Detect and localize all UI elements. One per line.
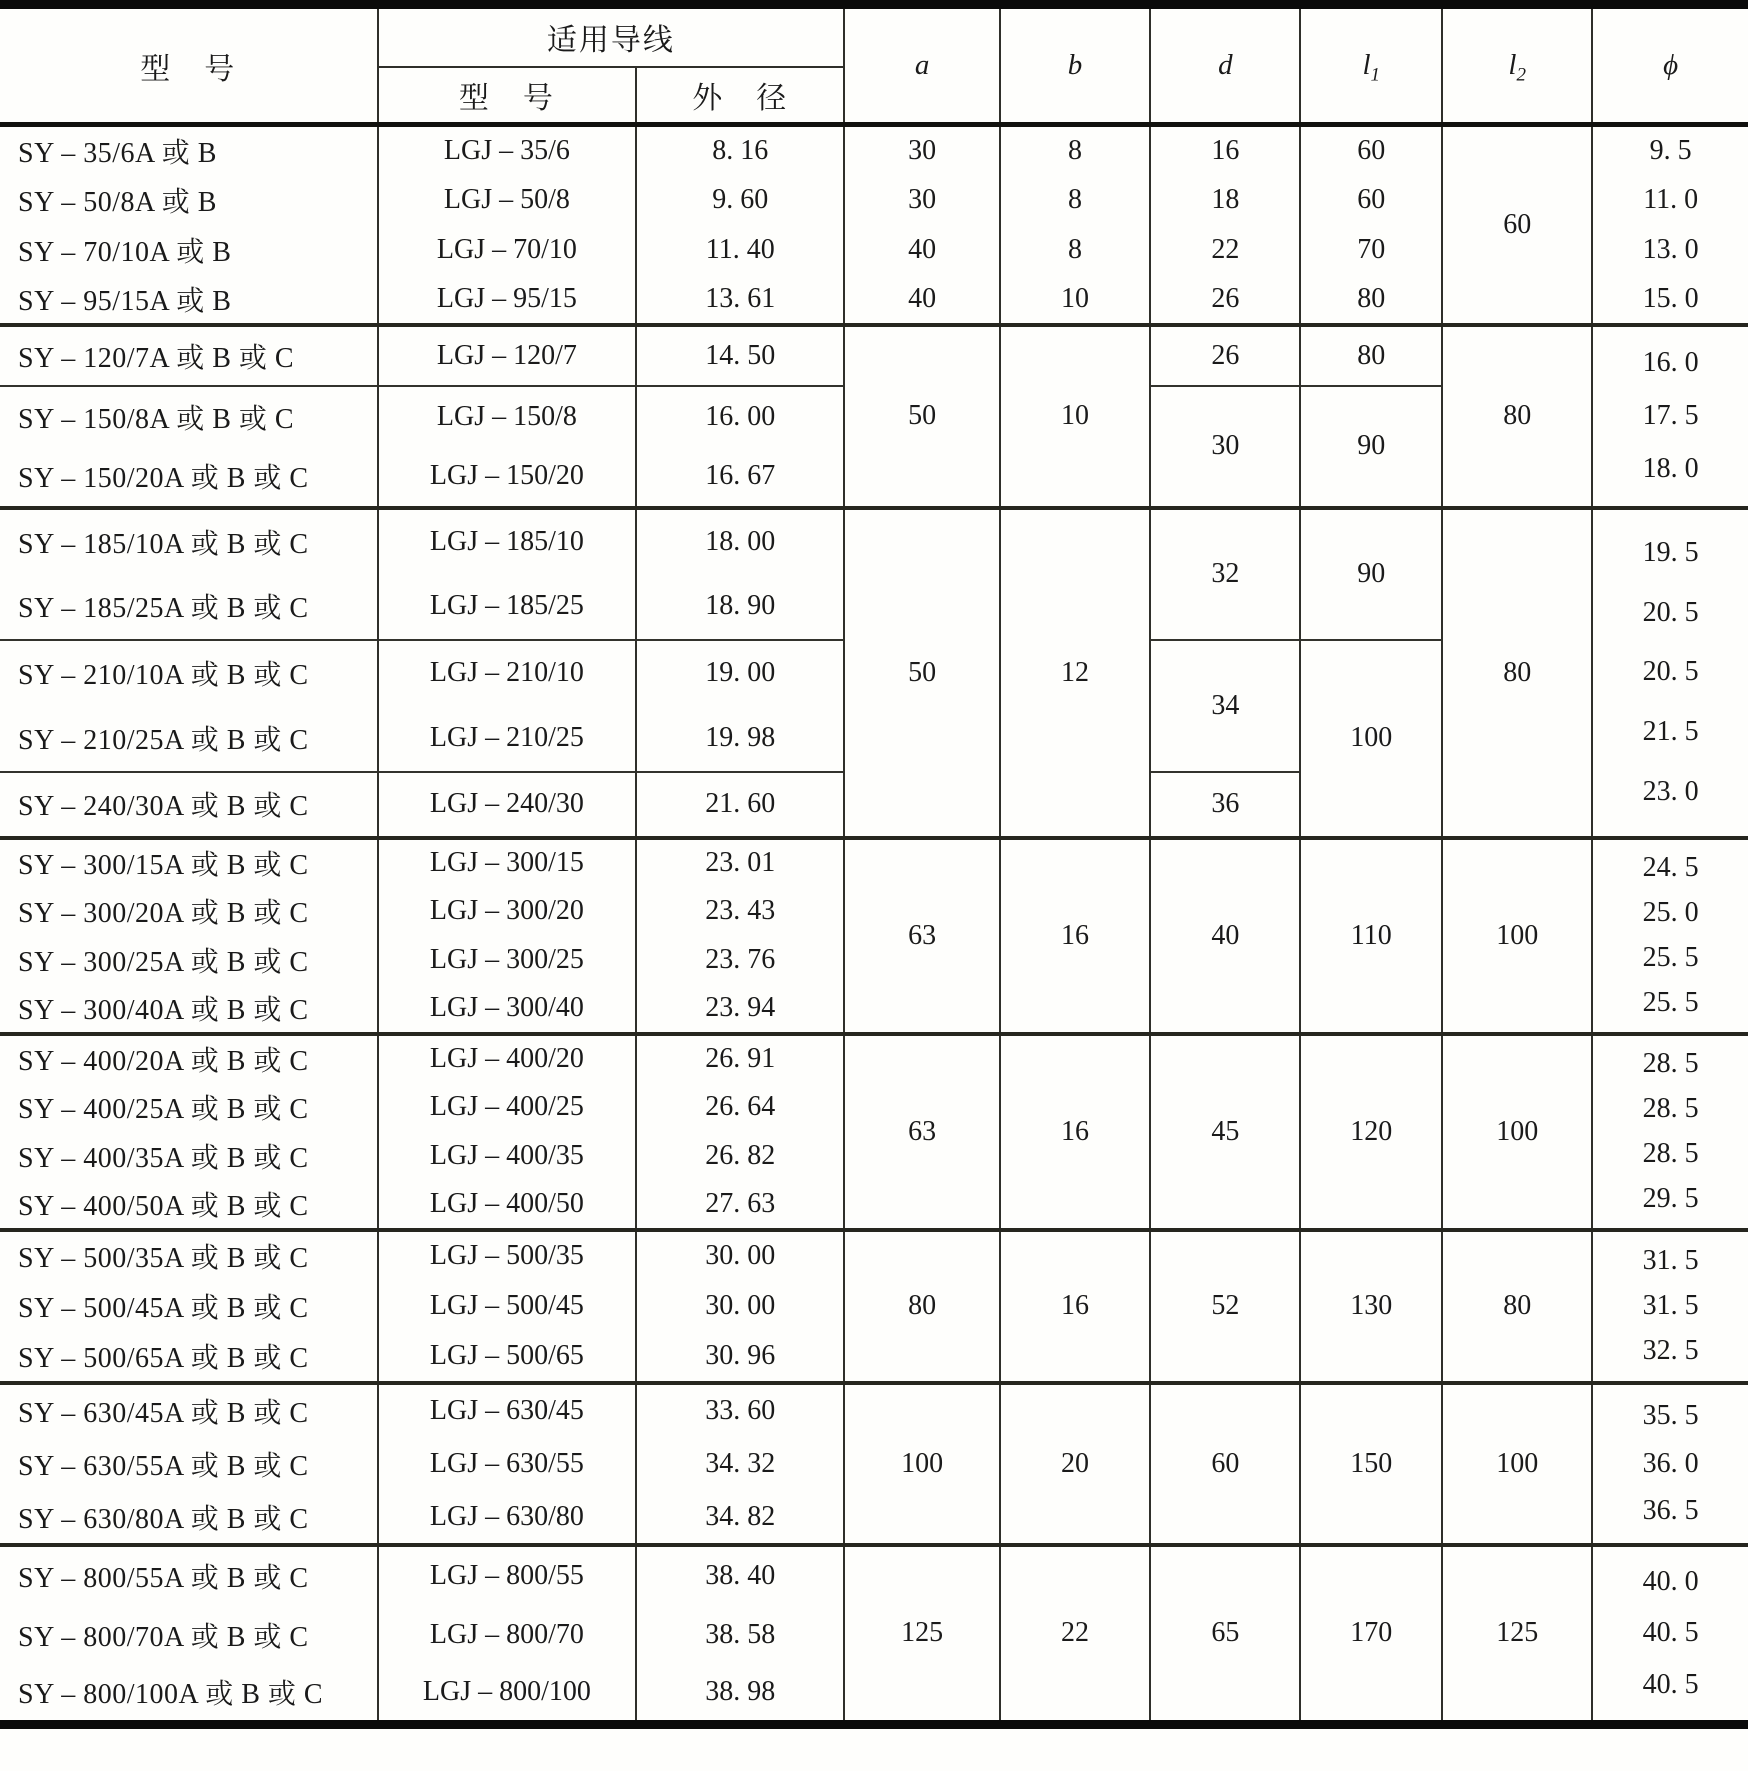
phi-cell	[1592, 1230, 1748, 1383]
conductor-model-cell: LGJ – 800/70	[378, 1605, 637, 1665]
conductor-model-cell: LGJ – 210/25	[378, 706, 637, 772]
header-model: 型 号	[0, 5, 378, 125]
phi-value: 23. 0	[1642, 775, 1699, 807]
l1-cell: 80	[1300, 275, 1442, 325]
model-cell: SY – 300/15A 或 B 或 C	[0, 838, 378, 887]
model-cell: SY – 500/65A 或 B 或 C	[18, 1343, 309, 1374]
phi-values	[1593, 510, 1748, 836]
l1-cell: 110	[1300, 838, 1442, 1034]
d-cell: 26	[1150, 275, 1300, 325]
conductor-model-cell: LGJ – 400/50	[378, 1181, 637, 1230]
table-header-row	[0, 5, 1748, 67]
phi-values	[1593, 840, 1748, 1032]
l1-cell: 60	[1300, 175, 1442, 225]
l2-cell: 80	[1442, 1230, 1592, 1383]
header-sub-model: 型 号	[378, 67, 637, 125]
l2-cell: 100	[1442, 1383, 1592, 1545]
conductor-model-cell: LGJ – 150/20	[378, 447, 637, 508]
conductor-model-cell: LGJ – 70/10	[378, 225, 637, 275]
phi-value: 40. 0	[1642, 1565, 1699, 1597]
phi-cell	[1592, 508, 1748, 838]
model-cell: SY – 95/15A 或 B	[18, 285, 232, 317]
od-cell: 18. 90	[636, 574, 844, 640]
model-cell: SY – 630/55A 或 B 或 C	[18, 1450, 309, 1482]
a-cell: 50	[844, 508, 1000, 838]
conductor-model-cell: LGJ – 300/40	[378, 985, 637, 1034]
phi-value: 31. 5	[1642, 1290, 1699, 1321]
b-cell: 16	[1000, 1230, 1150, 1383]
phi-value: 28. 5	[1642, 1137, 1699, 1169]
d-cell: 16	[1150, 125, 1300, 175]
conductor-model-cell: LGJ – 800/100	[378, 1665, 637, 1725]
a-cell: 125	[844, 1545, 1000, 1725]
conductor-model-cell: LGJ – 630/55	[378, 1437, 637, 1491]
conductor-model-cell: LGJ – 185/25	[378, 574, 637, 640]
phi-values	[1593, 1036, 1748, 1228]
phi-cell	[1592, 838, 1748, 1034]
phi-value: 16. 0	[1642, 347, 1699, 379]
d-cell: 60	[1150, 1383, 1300, 1545]
l1-cell: 120	[1300, 1034, 1442, 1230]
conductor-model-cell: LGJ – 300/15	[378, 838, 637, 887]
conductor-model-cell: LGJ – 300/20	[378, 887, 637, 936]
phi-value: 28. 5	[1642, 1093, 1699, 1125]
l2-cell: 60	[1442, 125, 1592, 325]
d-cell: 40	[1150, 838, 1300, 1034]
conductor-model-cell: LGJ – 185/10	[378, 508, 637, 574]
d-cell: 36	[1150, 772, 1300, 838]
l1-cell: 170	[1300, 1545, 1442, 1725]
l1-cell: 150	[1300, 1383, 1442, 1545]
model-cell: SY – 300/25A 或 B 或 C	[18, 947, 309, 978]
od-cell: 14. 50	[636, 325, 844, 386]
phi-value: 17. 5	[1642, 400, 1699, 431]
header-a-label: a	[914, 49, 930, 81]
od-cell: 23. 01	[636, 838, 844, 887]
conductor-model-cell: LGJ – 50/8	[378, 175, 637, 225]
a-cell: 40	[844, 225, 1000, 275]
model-cell: SY – 400/50A 或 B 或 C	[18, 1191, 309, 1222]
d-cell: 30	[1150, 386, 1300, 508]
header-phi-label: ϕ	[1663, 49, 1679, 81]
od-cell: 34. 32	[636, 1437, 844, 1491]
l1-cell: 80	[1300, 325, 1442, 386]
od-cell: 38. 58	[636, 1605, 844, 1665]
model-cell: SY – 150/8A 或 B 或 C	[0, 386, 378, 447]
header-l1	[1300, 5, 1442, 125]
table-row	[0, 125, 1748, 175]
od-cell: 38. 40	[636, 1545, 844, 1605]
table-row	[0, 508, 1748, 574]
model-cell: SY – 240/30A 或 B 或 C	[0, 772, 378, 838]
od-cell: 38. 98	[636, 1665, 844, 1725]
header-b	[1000, 5, 1150, 125]
model-cell: SY – 500/45A 或 B 或 C	[18, 1293, 309, 1324]
b-cell: 8	[1000, 125, 1150, 175]
phi-value: 25. 0	[1642, 897, 1699, 929]
od-cell: 9. 60	[636, 175, 844, 225]
conductor-model-cell: LGJ – 800/55	[378, 1545, 637, 1605]
phi-cell: 9. 5	[1592, 125, 1748, 175]
d-cell: 22	[1150, 225, 1300, 275]
model-cell: SY – 300/40A 或 B 或 C	[18, 995, 309, 1026]
phi-value: 25. 5	[1642, 941, 1699, 973]
l2-cell: 100	[1442, 1034, 1592, 1230]
header-conductor-group: 适用导线	[378, 5, 845, 67]
phi-value: 40. 5	[1642, 1668, 1699, 1700]
od-cell: 19. 00	[636, 640, 844, 706]
a-cell: 40	[844, 275, 1000, 325]
b-cell: 12	[1000, 508, 1150, 838]
model-cell: SY – 70/10A 或 B	[18, 236, 232, 268]
conductor-model-cell: LGJ – 500/35	[378, 1230, 637, 1281]
header-l2-base: l	[1508, 49, 1517, 81]
od-cell: 13. 61	[636, 275, 844, 325]
header-l2-subscript: 2	[1516, 64, 1526, 86]
od-cell: 30. 96	[636, 1332, 844, 1383]
l2-cell: 80	[1442, 325, 1592, 508]
a-cell: 30	[844, 125, 1000, 175]
phi-value: 20. 5	[1642, 596, 1699, 628]
model-cell: SY – 185/10A 或 B 或 C	[0, 508, 378, 574]
a-cell: 100	[844, 1383, 1000, 1545]
conductor-model-cell: LGJ – 400/25	[378, 1083, 637, 1132]
model-cell: SY – 150/20A 或 B 或 C	[18, 463, 309, 494]
b-cell: 8	[1000, 175, 1150, 225]
phi-values	[1593, 1547, 1748, 1721]
header-a	[844, 5, 1000, 125]
od-cell: 34. 82	[636, 1491, 844, 1545]
phi-value: 25. 5	[1642, 986, 1699, 1018]
od-cell: 27. 63	[636, 1181, 844, 1230]
od-cell: 16. 00	[636, 386, 844, 447]
conductor-model-cell: LGJ – 240/30	[378, 772, 637, 838]
l1-cell: 90	[1300, 508, 1442, 640]
header-b-label: b	[1067, 49, 1083, 81]
table-row	[0, 1034, 1748, 1083]
header-l2	[1442, 5, 1592, 125]
conductor-model-cell: LGJ – 500/45	[378, 1281, 637, 1332]
od-cell: 26. 91	[636, 1034, 844, 1083]
phi-value: 40. 5	[1642, 1617, 1699, 1649]
table-row	[0, 838, 1748, 887]
phi-cell	[1592, 1545, 1748, 1725]
header-phi	[1592, 5, 1748, 125]
l1-cell: 90	[1300, 386, 1442, 508]
l2-cell: 125	[1442, 1545, 1592, 1725]
phi-cell: 11. 0	[1592, 175, 1748, 225]
phi-value: 35. 5	[1642, 1400, 1699, 1431]
conductor-model-cell: LGJ – 35/6	[378, 125, 637, 175]
od-cell: 23. 94	[636, 985, 844, 1034]
conductor-model-cell: LGJ – 630/45	[378, 1383, 637, 1437]
od-cell: 21. 60	[636, 772, 844, 838]
od-cell: 11. 40	[636, 225, 844, 275]
phi-value: 32. 5	[1642, 1335, 1699, 1367]
phi-cell: 15. 0	[1592, 275, 1748, 325]
b-cell: 16	[1000, 1034, 1150, 1230]
conductor-model-cell: LGJ – 120/7	[378, 325, 637, 386]
l2-cell: 100	[1442, 838, 1592, 1034]
phi-value: 36. 5	[1642, 1495, 1699, 1526]
header-l1-subscript: 1	[1370, 64, 1381, 86]
a-cell: 80	[844, 1230, 1000, 1383]
conductor-model-cell: LGJ – 210/10	[378, 640, 637, 706]
table-row	[0, 1383, 1748, 1437]
phi-value: 19. 5	[1642, 537, 1699, 569]
d-cell: 32	[1150, 508, 1300, 640]
od-cell: 16. 67	[636, 447, 844, 508]
model-cell: SY – 50/8A 或 B	[18, 186, 217, 218]
d-cell: 26	[1150, 325, 1300, 386]
phi-value: 36. 0	[1642, 1447, 1699, 1479]
model-cell: SY – 630/80A 或 B 或 C	[18, 1503, 309, 1535]
header-sub-od: 外 径	[636, 67, 844, 125]
d-cell: 18	[1150, 175, 1300, 225]
phi-cell	[1592, 325, 1748, 508]
a-cell: 50	[844, 325, 1000, 508]
conductor-model-cell: LGJ – 300/25	[378, 936, 637, 985]
b-cell: 10	[1000, 325, 1150, 508]
od-cell: 23. 76	[636, 936, 844, 985]
phi-cell: 13. 0	[1592, 225, 1748, 275]
model-cell: SY – 210/10A 或 B 或 C	[0, 640, 378, 706]
conductor-model-cell: LGJ – 95/15	[378, 275, 637, 325]
model-cell: SY – 185/25A 或 B 或 C	[18, 593, 309, 624]
od-cell: 30. 00	[636, 1281, 844, 1332]
model-cell: SY – 500/35A 或 B 或 C	[0, 1230, 378, 1281]
conductor-model-cell: LGJ – 150/8	[378, 386, 637, 447]
header-d-label: d	[1218, 49, 1233, 81]
od-cell: 19. 98	[636, 706, 844, 772]
b-cell: 20	[1000, 1383, 1150, 1545]
od-cell: 26. 64	[636, 1083, 844, 1132]
b-cell: 10	[1000, 275, 1150, 325]
model-cell: SY – 400/35A 或 B 或 C	[18, 1143, 309, 1174]
phi-value: 28. 5	[1642, 1048, 1699, 1080]
d-cell: 65	[1150, 1545, 1300, 1725]
conductor-model-cell: LGJ – 400/35	[378, 1132, 637, 1181]
phi-value: 18. 0	[1642, 452, 1699, 484]
table-row	[0, 1545, 1748, 1605]
d-cell: 52	[1150, 1230, 1300, 1383]
model-cell: SY – 120/7A 或 B 或 C	[0, 325, 378, 386]
model-cell: SY – 300/20A 或 B 或 C	[18, 898, 309, 929]
phi-value: 21. 5	[1642, 716, 1699, 748]
l1-cell: 100	[1300, 640, 1442, 838]
d-cell: 34	[1150, 640, 1300, 772]
a-cell: 30	[844, 175, 1000, 225]
od-cell: 33. 60	[636, 1383, 844, 1437]
model-cell: SY – 210/25A 或 B 或 C	[18, 725, 309, 756]
od-cell: 26. 82	[636, 1132, 844, 1181]
d-cell: 45	[1150, 1034, 1300, 1230]
phi-value: 31. 5	[1642, 1244, 1699, 1276]
model-cell: SY – 400/25A 或 B 或 C	[18, 1094, 309, 1125]
a-cell: 63	[844, 1034, 1000, 1230]
l1-cell: 60	[1300, 125, 1442, 175]
l2-cell: 80	[1442, 508, 1592, 838]
phi-values	[1593, 327, 1748, 506]
od-cell: 30. 00	[636, 1230, 844, 1281]
l1-cell: 130	[1300, 1230, 1442, 1383]
b-cell: 16	[1000, 838, 1150, 1034]
b-cell: 22	[1000, 1545, 1150, 1725]
model-cell: SY – 400/20A 或 B 或 C	[0, 1034, 378, 1083]
od-cell: 23. 43	[636, 887, 844, 936]
b-cell: 8	[1000, 225, 1150, 275]
model-cell: SY – 630/45A 或 B 或 C	[0, 1383, 378, 1437]
od-cell: 18. 00	[636, 508, 844, 574]
model-cell: SY – 800/70A 或 B 或 C	[18, 1621, 309, 1653]
l1-cell: 70	[1300, 225, 1442, 275]
phi-values	[1593, 1232, 1748, 1381]
conductor-model-cell: LGJ – 500/65	[378, 1332, 637, 1383]
header-l1-base: l	[1362, 49, 1371, 81]
phi-value: 29. 5	[1642, 1182, 1699, 1214]
table-row	[0, 325, 1748, 386]
phi-values	[1593, 1385, 1748, 1543]
header-d	[1150, 5, 1300, 125]
conductor-model-cell: LGJ – 630/80	[378, 1491, 637, 1545]
model-cell: SY – 35/6A 或 B	[18, 137, 217, 169]
table-row	[0, 1230, 1748, 1281]
model-cell: SY – 800/55A 或 B 或 C	[0, 1545, 378, 1605]
phi-value: 24. 5	[1642, 852, 1699, 884]
a-cell: 63	[844, 838, 1000, 1034]
conductor-model-cell: LGJ – 400/20	[378, 1034, 637, 1083]
model-cell: SY – 800/100A 或 B 或 C	[18, 1679, 324, 1711]
phi-value: 20. 5	[1642, 656, 1699, 688]
phi-cell	[1592, 1034, 1748, 1230]
od-cell: 8. 16	[636, 125, 844, 175]
phi-cell	[1592, 1383, 1748, 1545]
